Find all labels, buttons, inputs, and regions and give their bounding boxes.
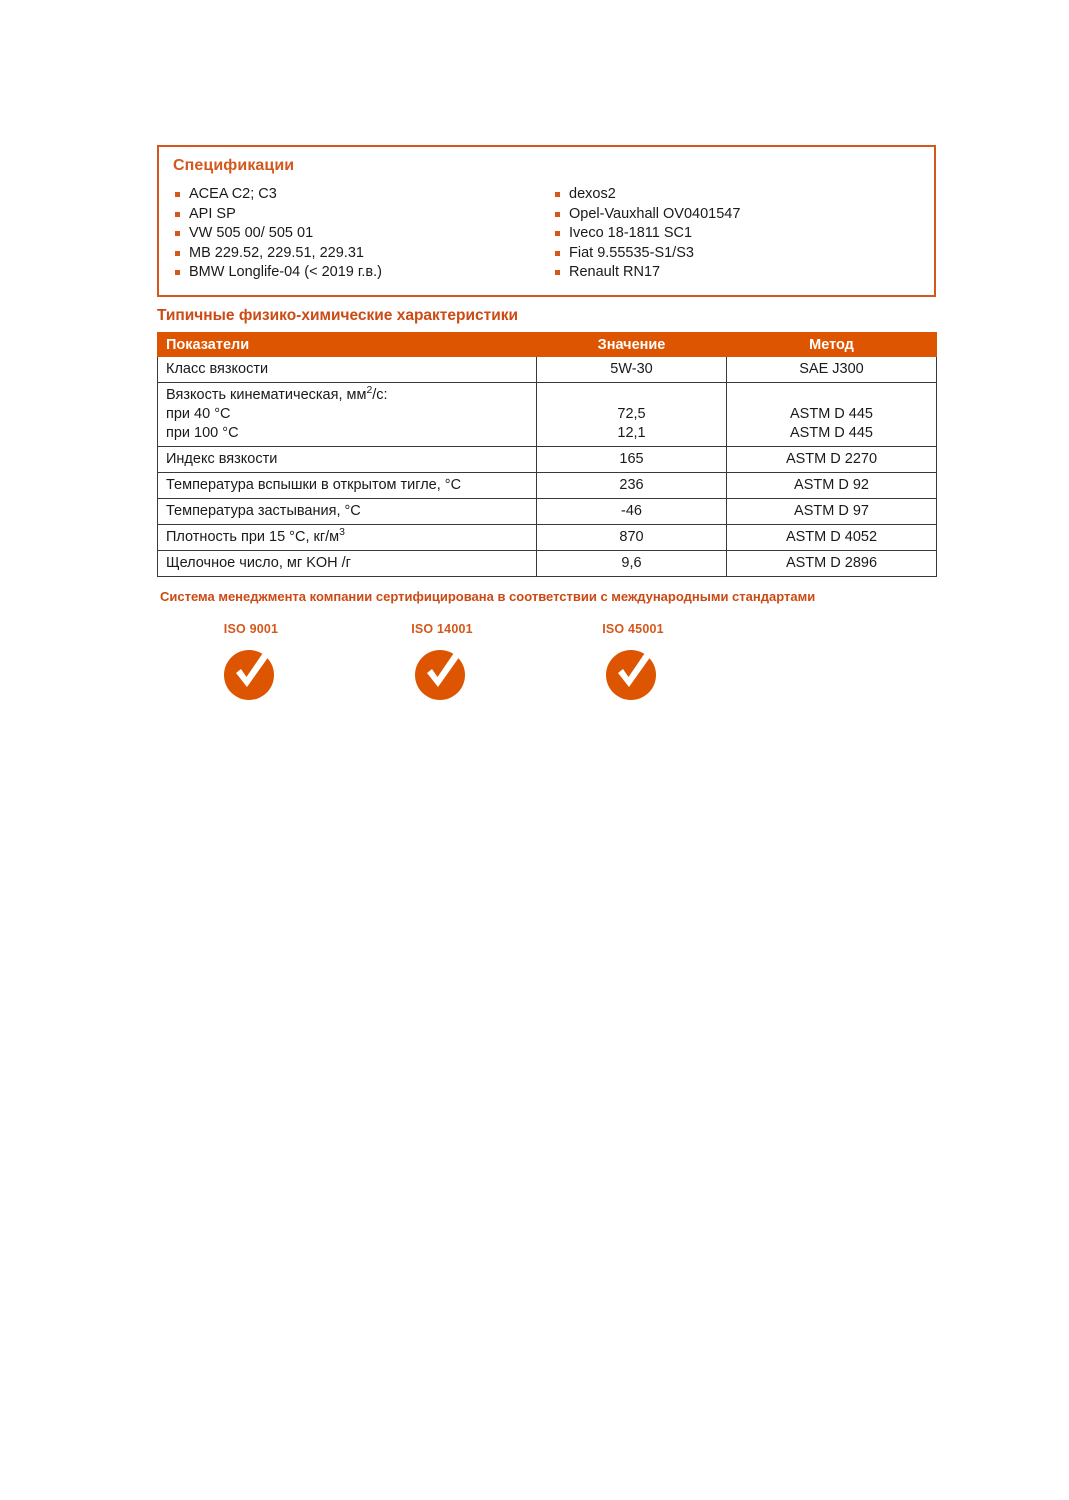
cell-value-line2: 72,5 [617,406,646,422]
list-item: Fiat 9.55535-S1/S3 [553,244,933,264]
cell-value-line3: 12,1 [617,425,646,441]
cell-name: Индекс вязкости [158,447,537,473]
cell-name: Щелочное число, мг KOH /г [158,551,537,577]
characteristics-table [157,332,937,577]
cell-value [537,383,727,447]
check-circle-icon [413,644,471,702]
specifications-title: Спецификации [173,157,295,174]
cell-name-superscript: 3 [339,527,345,539]
check-circle-icon [222,644,280,702]
table-row [158,357,937,383]
certification-badge-iso-45001 [573,622,693,702]
certification-badge-iso-9001 [191,622,311,702]
list-item: dexos2 [553,185,933,205]
cell-name [158,525,537,551]
specifications-columns [173,185,920,283]
cell-name [158,383,537,447]
list-item: BMW Longlife-04 (< 2019 г.в.) [173,263,553,283]
cell-method-line2: ASTM D 445 [790,406,873,422]
table-row [158,499,937,525]
certification-badges [160,622,860,712]
specifications-column-left [173,185,553,283]
list-item: API SP [173,205,553,225]
column-header-value: Значение [537,333,727,357]
cell-method: SAE J300 [727,357,937,383]
specification-list-right [553,185,933,283]
cell-name: Температура застывания, °C [158,499,537,525]
cell-method: ASTM D 2896 [727,551,937,577]
list-item: Opel-Vauxhall OV0401547 [553,205,933,225]
cell-value: 236 [537,473,727,499]
table-row [158,473,937,499]
list-item: MB 229.52, 229.51, 229.31 [173,244,553,264]
list-item: Renault RN17 [553,263,933,283]
cell-name-superscript: 2 [366,385,373,397]
cell-name: Температура вспышки в открытом тигле, °C [158,473,537,499]
badge-label: ISO 14001 [411,622,473,636]
cell-method: ASTM D 4052 [727,525,937,551]
cell-name-line3: при 100 °C [166,425,239,441]
cell-method: ASTM D 2270 [727,447,937,473]
list-item: VW 505 00/ 505 01 [173,224,553,244]
cell-method [727,383,937,447]
table-row [158,383,937,447]
table-row [158,551,937,577]
cell-value: 165 [537,447,727,473]
cell-value: 9,6 [537,551,727,577]
cell-name-line1 [166,386,528,405]
cell-name-line2: при 40 °C [166,406,231,422]
cell-name: Класс вязкости [158,357,537,383]
cell-method: ASTM D 92 [727,473,937,499]
cell-value: 870 [537,525,727,551]
characteristics-title: Типичные физико-химические характеристики [157,307,519,324]
column-header-name: Показатели [158,333,537,357]
cell-name-text: Вязкость кинематическая, мм [166,387,367,403]
table-header-row [158,333,937,357]
specifications-box [157,145,936,297]
badge-label: ISO 9001 [223,622,279,636]
badge-label: ISO 45001 [602,622,664,636]
column-header-method: Метод [727,333,937,357]
check-circle-icon [604,644,662,702]
cell-value: 5W-30 [537,357,727,383]
cell-method: ASTM D 97 [727,499,937,525]
certification-text: Система менеджмента компании сертифицирована в соответствии с международными стандартами [160,589,816,604]
specification-list-left [173,185,553,283]
table-row [158,447,937,473]
cell-name-tail: /с: [372,387,388,403]
table-row [158,525,937,551]
cell-value-line1 [545,386,718,405]
list-item: ACEA C2; C3 [173,185,553,205]
cell-method-line1 [735,386,928,405]
certification-badge-iso-14001 [382,622,502,702]
specifications-column-right [553,185,933,283]
cell-value: -46 [537,499,727,525]
list-item: Iveco 18-1811 SC1 [553,224,933,244]
cell-name-text: Плотность при 15 °C, кг/м [166,529,340,545]
cell-method-line3: ASTM D 445 [790,425,873,441]
